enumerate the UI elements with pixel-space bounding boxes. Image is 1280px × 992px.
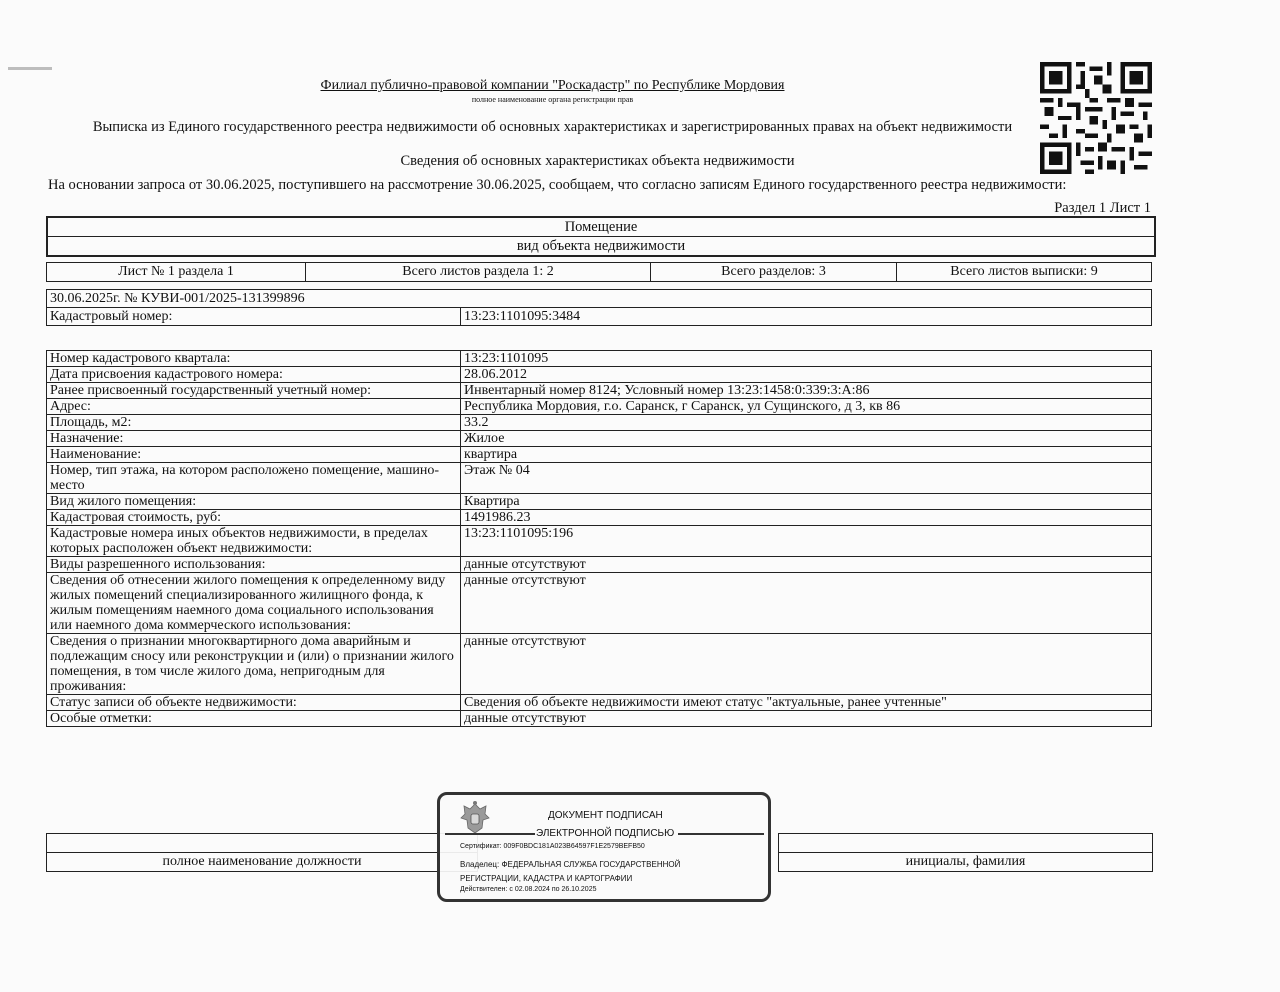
characteristics-table: [46, 350, 1152, 727]
row-value: 1491986.23: [461, 510, 1152, 526]
row-value: Сведения об объекте недвижимости имеют статус "актуальные, ранее учтенные": [461, 695, 1152, 711]
table-row: [47, 695, 1152, 711]
table-row: [47, 383, 1152, 399]
row-value: Республика Мордовия, г.о. Саранск, г Саранск, ул Сущинского, д 3, кв 86: [461, 399, 1152, 415]
organization-caption: полное наименование органа регистрации прав: [471, 95, 634, 104]
row-value: квартира: [461, 447, 1152, 463]
cadastral-number-label: Кадастровый номер:: [47, 308, 461, 326]
table-row: [47, 463, 1152, 494]
cadastral-number-value: 13:23:1101095:3484: [461, 308, 1152, 326]
name-signature-line: [779, 834, 1153, 853]
row-value: 33.2: [461, 415, 1152, 431]
scan-artifact: [8, 67, 52, 70]
section-label: Раздел 1 Лист 1: [1054, 200, 1151, 216]
sections-total: Всего разделов: 3: [651, 263, 897, 282]
row-value: 28.06.2012: [461, 367, 1152, 383]
extract-sheets-total: Всего листов выписки: 9: [897, 263, 1152, 282]
position-signature-line: [47, 834, 478, 853]
stamp-title: ДОКУМЕНТ ПОДПИСАН: [548, 810, 663, 821]
object-type: Помещение: [564, 219, 638, 235]
row-value: Этаж № 04: [461, 463, 1152, 494]
row-value: данные отсутствуют: [461, 557, 1152, 573]
row-label: Виды разрешенного использования:: [47, 557, 461, 573]
row-label: Кадастровая стоимость, руб:: [47, 510, 461, 526]
sheet-number: Лист № 1 раздела 1: [47, 263, 306, 282]
stamp-validity: Действителен: с 02.08.2024 по 26.10.2025: [460, 886, 597, 893]
row-label: Сведения об отнесении жилого помещения к определенному виду жилых помещений специализированного жилищного фонда, к жилым помещениям наемного дома социального использования или наемного дома коммерческого использования:: [47, 573, 461, 634]
table-row: [47, 510, 1152, 526]
qr-code-icon: [1040, 62, 1152, 174]
table-row: [47, 634, 1152, 695]
row-label: Ранее присвоенный государственный учетный номер:: [47, 383, 461, 399]
electronic-signature-stamp: [437, 792, 771, 902]
table-row: [47, 573, 1152, 634]
row-label: Назначение:: [47, 431, 461, 447]
row-label: Адрес:: [47, 399, 461, 415]
organization-title: Филиал публично-правовой компании "Роскадастр" по Республике Мордовия: [320, 78, 785, 93]
table-row: [47, 711, 1152, 727]
stamp-certificate: Сертификат: 009F0BDC181A023B64597F1E2579BEFB50: [460, 843, 645, 850]
row-label: Кадастровые номера иных объектов недвижимости, в пределах которых расположен объект недвижимости:: [47, 526, 461, 557]
row-value: Инвентарный номер 8124; Условный номер 13:23:1458:0:339:3:А:86: [461, 383, 1152, 399]
row-label: Сведения о признании многоквартирного дома аварийным и подлежащим сносу или реконструкции и (или) о признании жилого помещения, в том числе жилого дома, непригодным для проживания:: [47, 634, 461, 695]
registry-table: [46, 289, 1152, 326]
table-row: [47, 431, 1152, 447]
table-row: [47, 399, 1152, 415]
object-type-caption: вид объекта недвижимости: [48, 236, 1154, 255]
row-label: Дата присвоения кадастрового номера:: [47, 367, 461, 383]
table-row: [47, 447, 1152, 463]
table-row: [47, 415, 1152, 431]
row-label: Площадь, м2:: [47, 415, 461, 431]
row-value: 13:23:1101095: [461, 351, 1152, 367]
row-label: Особые отметки:: [47, 711, 461, 727]
position-caption: полное наименование должности: [47, 853, 478, 872]
stamp-owner: Владелец: ФЕДЕРАЛЬНАЯ СЛУЖБА ГОСУДАРСТВЕННОЙ РЕГИСТРАЦИИ, КАДАСТРА И КАРТОГРАФИИ: [460, 860, 681, 883]
row-value: 13:23:1101095:196: [461, 526, 1152, 557]
table-row: [47, 367, 1152, 383]
row-label: Наименование:: [47, 447, 461, 463]
stamp-divider: [445, 833, 535, 835]
row-label: Номер, тип этажа, на котором расположено помещение, машино-место: [47, 463, 461, 494]
table-row: [47, 351, 1152, 367]
coat-of-arms-icon: [458, 800, 492, 836]
registry-number: 30.06.2025г. № КУВИ-001/2025-131399896: [47, 290, 1152, 308]
table-row: [47, 494, 1152, 510]
document-subtitle: Сведения об основных характеристиках объекта недвижимости: [400, 153, 795, 169]
section-sheets-total: Всего листов раздела 1: 2: [306, 263, 651, 282]
object-type-box: [46, 216, 1156, 257]
document-title: Выписка из Единого государственного реестра недвижимости об основных характеристиках и зарегистрированных правах на объект недвижимости: [92, 119, 1013, 135]
row-value: данные отсутствуют: [461, 573, 1152, 634]
row-value: данные отсутствуют: [461, 634, 1152, 695]
table-row: [47, 526, 1152, 557]
stamp-divider: [678, 833, 764, 835]
row-value: Жилое: [461, 431, 1152, 447]
request-basis: На основании запроса от 30.06.2025, поступившего на рассмотрение 30.06.2025, сообщаем, что согласно записям Единого государственного реестра недвижимости:: [48, 177, 1067, 193]
row-value: Квартира: [461, 494, 1152, 510]
row-value: данные отсутствуют: [461, 711, 1152, 727]
row-label: Статус записи об объекте недвижимости:: [47, 695, 461, 711]
stamp-subtitle: ЭЛЕКТРОННОЙ ПОДПИСЬЮ: [536, 828, 675, 839]
name-caption: инициалы, фамилия: [779, 853, 1153, 872]
table-row: [47, 557, 1152, 573]
row-label: Вид жилого помещения:: [47, 494, 461, 510]
sheet-info-table: [46, 262, 1152, 282]
row-label: Номер кадастрового квартала:: [47, 351, 461, 367]
